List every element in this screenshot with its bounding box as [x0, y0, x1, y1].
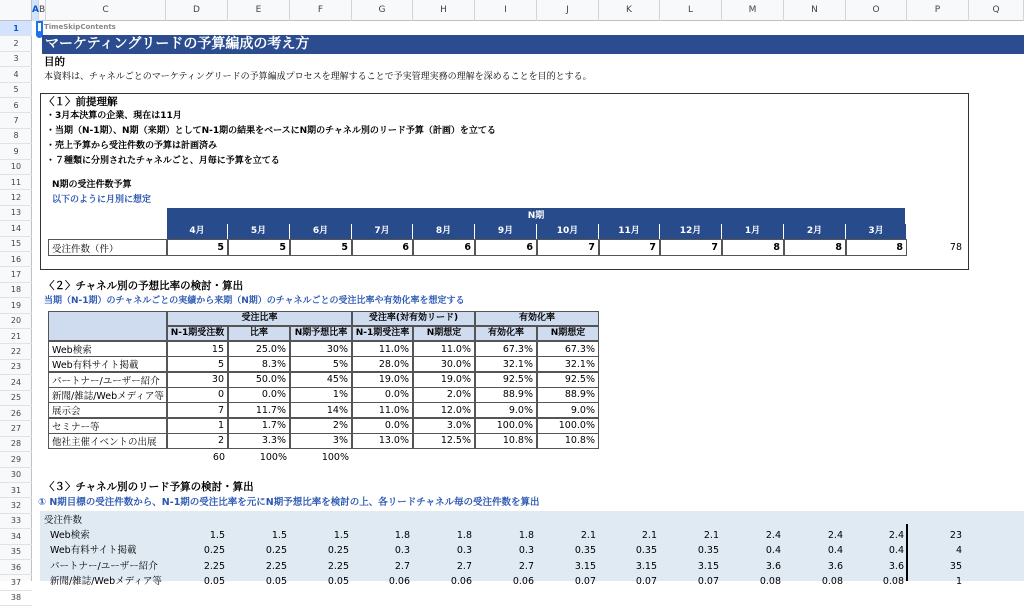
section3-label: 受注件数 — [44, 515, 83, 526]
column-header-G[interactable]: G — [352, 0, 413, 21]
row-header-18[interactable]: 18 — [0, 283, 32, 298]
lead-count-cell[interactable]: 0.06 — [388, 575, 410, 587]
lead-count-cell[interactable]: 2.1 — [703, 530, 719, 541]
ratio-cell[interactable]: 67.3% — [475, 341, 537, 357]
ratio-cell[interactable]: 11.7% — [228, 402, 290, 418]
ratio-cell[interactable]: 2% — [290, 418, 352, 434]
ratio-cell[interactable]: 10.8% — [475, 433, 537, 449]
ratio-cell[interactable]: 30 — [167, 372, 228, 388]
lead-count-cell[interactable]: 0.4 — [888, 545, 904, 557]
order-count-label: 受注件数（件） — [48, 239, 167, 256]
lead-count-cell[interactable]: 0.4 — [765, 545, 781, 557]
month-value[interactable]: 7 — [537, 239, 599, 256]
lead-channel-label: パートナー/ユーザー紹介 — [50, 560, 158, 572]
channel-label: Web有料サイト掲載 — [48, 356, 167, 372]
lead-channel-label: 新聞/雑誌/Webメディア等 — [50, 575, 162, 587]
ratio-cell[interactable]: 1% — [290, 387, 352, 403]
lead-count-cell[interactable]: 0.08 — [821, 575, 843, 587]
row-header-6[interactable]: 6 — [0, 98, 32, 113]
sub-header: N期想定 — [537, 326, 599, 341]
group-header: 受注率(対有効リード) — [352, 311, 475, 326]
lead-count-cell[interactable]: 2.7 — [518, 560, 534, 572]
lead-count-cell[interactable]: 0.05 — [327, 575, 349, 587]
row-header-11[interactable]: 11 — [0, 175, 32, 190]
lead-count-cell[interactable]: 0.25 — [265, 545, 287, 557]
month-header: 7月 — [352, 224, 413, 239]
ratio-cell[interactable]: 14% — [290, 402, 352, 418]
column-header-A[interactable]: A — [32, 0, 39, 21]
lead-count-cell[interactable]: 0.25 — [203, 545, 225, 557]
ratio-cell[interactable]: 9.0% — [537, 402, 599, 418]
column-header-F[interactable]: F — [290, 0, 352, 21]
row-header-31[interactable]: 31 — [0, 483, 32, 498]
ratio-cell[interactable]: 5% — [290, 356, 352, 372]
month-header: 1月 — [722, 224, 784, 239]
ratio-cell[interactable]: 92.5% — [475, 372, 537, 388]
column-header-L[interactable]: L — [660, 0, 722, 21]
lead-count-cell[interactable]: 0.06 — [450, 575, 472, 587]
ratio-cell[interactable]: 15 — [167, 341, 228, 357]
column-header-N[interactable]: N — [784, 0, 846, 21]
lead-count-cell[interactable]: 1.8 — [518, 530, 534, 541]
row-header-17[interactable]: 17 — [0, 267, 32, 282]
month-header: 12月 — [660, 224, 722, 239]
ratio-cell[interactable]: 32.1% — [537, 356, 599, 372]
ratio-total: 100% — [321, 452, 349, 463]
lead-count-cell[interactable]: 0.05 — [265, 575, 287, 587]
lead-count-cell[interactable]: 0.4 — [827, 545, 843, 557]
month-value[interactable]: 6 — [413, 239, 475, 256]
row-header-38[interactable]: 38 — [0, 591, 32, 606]
month-value[interactable]: 7 — [660, 239, 722, 256]
row-header-15[interactable]: 15 — [0, 237, 32, 252]
lead-count-cell[interactable]: 1.5 — [271, 530, 287, 541]
row-header-3[interactable]: 3 — [0, 52, 32, 67]
row-header-25[interactable]: 25 — [0, 391, 32, 406]
ratio-cell[interactable]: 11.0% — [413, 341, 475, 357]
sub-header: N-1期受注率 — [352, 326, 413, 341]
ratio-total: 100% — [259, 452, 287, 463]
row-header-1[interactable]: 1 — [0, 21, 32, 36]
channel-label: 展示会 — [48, 402, 167, 418]
budget-subtitle: N期の受注件数予算 — [52, 180, 132, 190]
sub-header: N-1期受注数 — [167, 326, 228, 341]
row-header-7[interactable]: 7 — [0, 113, 32, 128]
ratio-cell[interactable]: 88.9% — [475, 387, 537, 403]
lead-count-cell[interactable]: 1.5 — [209, 530, 225, 541]
ratio-cell[interactable]: 0.0% — [352, 387, 413, 403]
ratio-cell[interactable]: 100.0% — [537, 418, 599, 434]
budget-note: 以下のように月別に想定 — [52, 195, 152, 205]
lead-channel-label: Web検索 — [50, 530, 90, 541]
section2-note: 当期（N-1期）のチャネルごとの実績から来期（N期）のチャネルごとの受注比率や有効化率を想定する — [44, 296, 465, 306]
row-header-21[interactable]: 21 — [0, 329, 32, 344]
ratio-cell[interactable]: 50.0% — [228, 372, 290, 388]
ratio-cell[interactable]: 0.0% — [352, 418, 413, 434]
row-header-23[interactable]: 23 — [0, 360, 32, 375]
lead-count-cell[interactable]: 2.1 — [641, 530, 657, 541]
ratio-cell[interactable]: 92.5% — [537, 372, 599, 388]
ratio-cell[interactable]: 25.0% — [228, 341, 290, 357]
ratio-cell[interactable]: 1.7% — [228, 418, 290, 434]
row-header-4[interactable]: 4 — [0, 67, 32, 82]
month-value[interactable]: 5 — [167, 239, 228, 256]
row-header-5[interactable]: 5 — [0, 83, 32, 98]
ratio-cell[interactable]: 1 — [167, 418, 228, 434]
select-all-corner[interactable] — [0, 0, 32, 21]
row-header-20[interactable]: 20 — [0, 314, 32, 329]
channel-label: Web検索 — [48, 341, 167, 357]
month-value[interactable]: 8 — [784, 239, 846, 256]
lead-count-cell[interactable]: 3.6 — [888, 560, 904, 572]
ratio-cell[interactable]: 3.0% — [413, 418, 475, 434]
ratio-cell[interactable]: 8.3% — [228, 356, 290, 372]
lead-count-total: 23 — [949, 530, 962, 541]
ratio-cell[interactable]: 19.0% — [352, 372, 413, 388]
channel-label: 他社主催イベントの出展 — [48, 433, 167, 449]
lead-count-cell[interactable]: 3.15 — [635, 560, 657, 572]
lead-count-cell[interactable]: 2.25 — [265, 560, 287, 572]
lead-count-cell[interactable]: 2.4 — [827, 530, 843, 541]
purpose-text: 本資料は、チャネルごとのマーケティングリードの予算編成プロセスを理解することで予実管理実務の理解を深めることを目的とする。 — [44, 72, 592, 82]
a1-text: TimeSkipContents — [44, 23, 116, 31]
n-period-header: N期 — [167, 208, 906, 224]
column-header-O[interactable]: O — [846, 0, 907, 21]
purpose-heading: 目的 — [44, 56, 65, 68]
lead-count-cell[interactable]: 1.8 — [456, 530, 472, 541]
ratio-cell[interactable]: 28.0% — [352, 356, 413, 372]
channel-label: セミナー等 — [48, 418, 167, 434]
group-header: 有効化率 — [475, 311, 599, 326]
lead-count-cell[interactable]: 3.15 — [574, 560, 596, 572]
lead-count-cell[interactable]: 0.3 — [394, 545, 410, 557]
bullet-2: ・当期（N-1期）、N期（来期）としてN-1期の結果をベースにN期のチャネル別のリード予算（計画）を立てる — [46, 126, 496, 136]
row-header-28[interactable]: 28 — [0, 437, 32, 452]
ratio-cell[interactable]: 12.5% — [413, 433, 475, 449]
ratio-cell[interactable]: 100.0% — [475, 418, 537, 434]
section1-heading: 〈１〉前提理解 — [44, 96, 118, 108]
ratio-total: 60 — [212, 452, 225, 463]
row-header-13[interactable]: 13 — [0, 206, 32, 221]
lead-count-cell[interactable]: 0.07 — [635, 575, 657, 587]
column-header-B[interactable]: B — [39, 0, 46, 21]
ratio-cell[interactable]: 30% — [290, 341, 352, 357]
row-header-9[interactable]: 9 — [0, 144, 32, 159]
channel-label: パートナー/ユーザー紹介 — [48, 372, 167, 388]
lead-count-total: 1 — [955, 575, 962, 587]
column-header-J[interactable]: J — [537, 0, 599, 21]
ratio-cell[interactable]: 3% — [290, 433, 352, 449]
section3-note: ① N期目標の受注件数から、N-1期の受注比率を元にN期予想比率を検討の上、各リードチャネル毎の受注件数を算出 — [38, 497, 540, 508]
lead-count-cell[interactable]: 3.15 — [697, 560, 719, 572]
lead-count-cell[interactable]: 0.07 — [574, 575, 596, 587]
ratio-cell[interactable]: 11.0% — [352, 341, 413, 357]
month-value[interactable]: 5 — [228, 239, 290, 256]
lead-count-total: 4 — [955, 545, 962, 557]
total-divider — [906, 524, 908, 581]
lead-count-cell[interactable]: 0.07 — [697, 575, 719, 587]
ratio-cell[interactable]: 30.0% — [413, 356, 475, 372]
row-header-10[interactable]: 10 — [0, 160, 32, 175]
row-header-33[interactable]: 33 — [0, 514, 32, 529]
row-header-16[interactable]: 16 — [0, 252, 32, 267]
row-header-37[interactable]: 37 — [0, 575, 32, 590]
month-value[interactable]: 8 — [846, 239, 907, 256]
ratio-cell[interactable]: 2 — [167, 433, 228, 449]
lead-count-cell[interactable]: 0.3 — [456, 545, 472, 557]
row-header-2[interactable]: 2 — [0, 36, 32, 51]
ratio-cell[interactable]: 0.0% — [228, 387, 290, 403]
row-header-bar — [0, 21, 32, 603]
lead-count-cell[interactable]: 2.4 — [765, 530, 781, 541]
lead-count-cell[interactable]: 1.8 — [394, 530, 410, 541]
lead-count-cell[interactable]: 3.6 — [765, 560, 781, 572]
bullet-3: ・売上予算から受注件数の予算は計画済み — [46, 141, 218, 151]
group-header: 受注比率 — [167, 311, 352, 326]
ratio-cell[interactable]: 88.9% — [537, 387, 599, 403]
lead-count-cell[interactable]: 1.5 — [333, 530, 349, 541]
sub-header: 有効化率 — [475, 326, 537, 341]
column-header-P[interactable]: P — [907, 0, 969, 21]
order-count-total: 78 — [949, 242, 962, 253]
ratio-cell[interactable]: 3.3% — [228, 433, 290, 449]
ratio-cell[interactable]: 13.0% — [352, 433, 413, 449]
month-header: 8月 — [413, 224, 475, 239]
lead-count-cell[interactable]: 2.4 — [888, 530, 904, 541]
lead-count-cell[interactable]: 0.3 — [518, 545, 534, 557]
ratio-cell[interactable]: 10.8% — [537, 433, 599, 449]
ratio-cell[interactable]: 67.3% — [537, 341, 599, 357]
row-header-24[interactable]: 24 — [0, 375, 32, 390]
ratio-cell[interactable]: 19.0% — [413, 372, 475, 388]
ratio-cell[interactable]: 9.0% — [475, 402, 537, 418]
row-header-36[interactable]: 36 — [0, 560, 32, 575]
row-header-27[interactable]: 27 — [0, 421, 32, 436]
bullet-1: ・3月本決算の企業、現在は11月 — [46, 111, 182, 121]
month-value[interactable]: 7 — [599, 239, 660, 256]
row-header-12[interactable]: 12 — [0, 190, 32, 205]
ratio-cell[interactable]: 11.0% — [352, 402, 413, 418]
row-header-8[interactable]: 8 — [0, 129, 32, 144]
column-header-K[interactable]: K — [599, 0, 660, 21]
sub-header: N期予想比率 — [290, 326, 352, 341]
ratio-table-corner — [48, 311, 167, 341]
lead-count-cell[interactable]: 2.25 — [203, 560, 225, 572]
month-header: 10月 — [537, 224, 599, 239]
ratio-cell[interactable]: 0 — [167, 387, 228, 403]
lead-channel-label: Web有料サイト掲載 — [50, 545, 137, 557]
lead-count-cell[interactable]: 0.06 — [512, 575, 534, 587]
lead-count-cell[interactable]: 0.35 — [635, 545, 657, 557]
row-header-32[interactable]: 32 — [0, 498, 32, 513]
lead-count-cell[interactable]: 0.25 — [327, 545, 349, 557]
column-header-bar — [0, 0, 1024, 21]
column-header-Q[interactable]: Q — [969, 0, 1024, 21]
ratio-cell[interactable]: 5 — [167, 356, 228, 372]
row-header-34[interactable]: 34 — [0, 529, 32, 544]
ratio-cell[interactable]: 2.0% — [413, 387, 475, 403]
month-value[interactable]: 6 — [352, 239, 413, 256]
lead-count-cell[interactable]: 0.08 — [759, 575, 781, 587]
month-header: 11月 — [599, 224, 660, 239]
month-header: 6月 — [290, 224, 352, 239]
month-value[interactable]: 8 — [722, 239, 784, 256]
ratio-cell[interactable]: 12.0% — [413, 402, 475, 418]
column-header-D[interactable]: D — [166, 0, 228, 21]
lead-count-cell[interactable]: 0.35 — [574, 545, 596, 557]
lead-count-cell[interactable]: 2.1 — [580, 530, 596, 541]
row-header-22[interactable]: 22 — [0, 344, 32, 359]
lead-count-total: 35 — [949, 560, 962, 572]
page-title: マーケティングリードの予算編成の考え方 — [45, 36, 310, 52]
column-header-E[interactable]: E — [228, 0, 290, 21]
section3-heading: 〈３〉チャネル別のリード予算の検討・算出 — [44, 481, 254, 493]
row-header-26[interactable]: 26 — [0, 406, 32, 421]
ratio-cell[interactable]: 32.1% — [475, 356, 537, 372]
ratio-cell[interactable]: 7 — [167, 402, 228, 418]
lead-count-cell[interactable]: 2.7 — [456, 560, 472, 572]
column-header-C[interactable]: C — [46, 0, 166, 21]
month-header: 5月 — [228, 224, 290, 239]
lead-count-cell[interactable]: 0.35 — [697, 545, 719, 557]
row-header-30[interactable]: 30 — [0, 468, 32, 483]
month-header: 3月 — [846, 224, 907, 239]
month-header: 9月 — [475, 224, 537, 239]
sub-header: 比率 — [228, 326, 290, 341]
month-value[interactable]: 6 — [475, 239, 537, 256]
row-header-29[interactable]: 29 — [0, 452, 32, 467]
column-header-I[interactable]: I — [475, 0, 537, 21]
sub-header: N期想定 — [413, 326, 475, 341]
lead-count-cell[interactable]: 3.6 — [827, 560, 843, 572]
section2-heading: 〈２〉チャネル別の予想比率の検討・算出 — [44, 280, 244, 292]
month-header: 2月 — [784, 224, 846, 239]
month-value[interactable]: 5 — [290, 239, 352, 256]
lead-count-cell[interactable]: 2.7 — [394, 560, 410, 572]
row-header-35[interactable]: 35 — [0, 545, 32, 560]
column-header-H[interactable]: H — [413, 0, 475, 21]
row-header-14[interactable]: 14 — [0, 221, 32, 236]
ratio-cell[interactable]: 45% — [290, 372, 352, 388]
month-header: 4月 — [167, 224, 228, 239]
column-header-M[interactable]: M — [722, 0, 784, 21]
channel-label: 新聞/雑誌/Webメディア等 — [48, 387, 167, 403]
lead-count-cell[interactable]: 2.25 — [327, 560, 349, 572]
bullet-4: ・７種類に分別されたチャネルごと、月毎に予算を立てる — [46, 156, 280, 166]
row-header-19[interactable]: 19 — [0, 298, 32, 313]
lead-count-cell[interactable]: 0.05 — [203, 575, 225, 587]
lead-count-cell[interactable]: 0.08 — [882, 575, 904, 587]
